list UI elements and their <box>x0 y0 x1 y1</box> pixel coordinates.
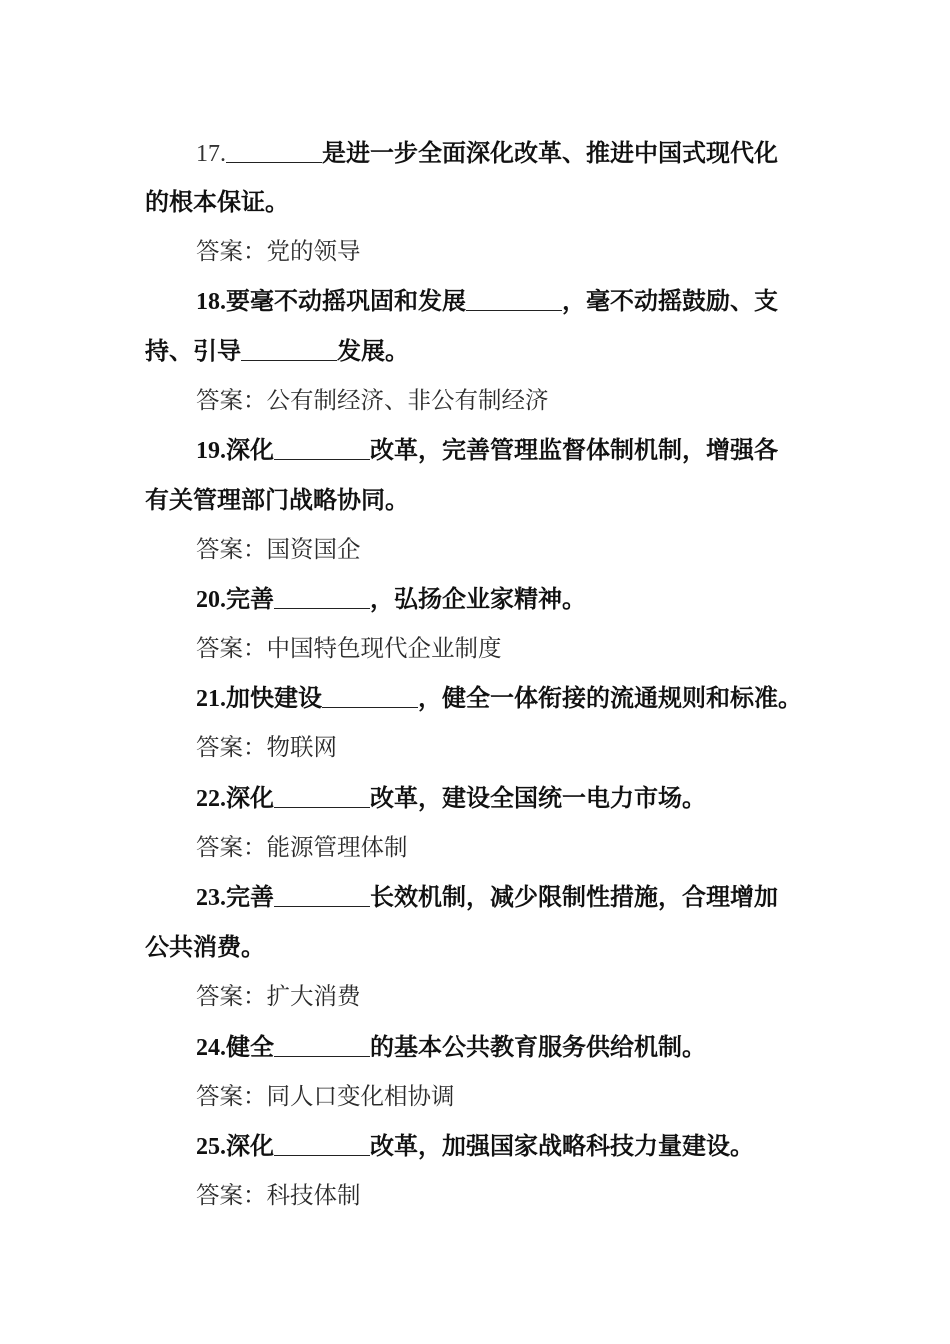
answer-19: 答案：国资国企 <box>196 535 361 563</box>
question-text: 完善 <box>226 585 274 613</box>
question-25 <box>196 1130 754 1162</box>
answer-17: 答案：党的领导 <box>196 237 361 265</box>
fill-blank <box>274 783 370 808</box>
fill-blank <box>322 683 418 708</box>
question-text: 深化 <box>226 436 274 464</box>
fill-blank <box>241 336 337 361</box>
question-number: 19. <box>196 438 226 464</box>
question-18-line-1 <box>196 285 778 317</box>
question-text: ，毫不动摇鼓励、支 <box>562 287 778 315</box>
question-text-continued: 有关管理部门战略协同。 <box>145 486 409 514</box>
answer-22: 答案：能源管理体制 <box>196 833 408 861</box>
question-text-continued: 的根本保证。 <box>145 188 289 216</box>
question-number: 25. <box>196 1134 226 1160</box>
question-number: 18. <box>196 289 226 315</box>
fill-blank <box>274 1032 370 1057</box>
question-text-continued: 公共消费。 <box>145 933 265 961</box>
fill-blank <box>274 882 370 907</box>
answer-18: 答案：公有制经济、非公有制经济 <box>196 386 549 414</box>
question-text-continued: 持、引导 <box>145 337 241 365</box>
question-text: 要毫不动摇巩固和发展 <box>226 287 466 315</box>
question-19-line-2 <box>145 484 409 516</box>
question-text: 改革，加强国家战略科技力量建设。 <box>370 1132 754 1160</box>
question-21 <box>196 682 802 714</box>
question-17-line-2 <box>145 186 289 218</box>
question-24 <box>196 1031 706 1063</box>
question-text: 完善 <box>226 883 274 911</box>
fill-blank <box>466 286 562 311</box>
question-22 <box>196 782 706 814</box>
fill-blank <box>274 1131 370 1156</box>
fill-blank <box>226 138 322 163</box>
fill-blank <box>274 584 370 609</box>
question-text: ，弘扬企业家精神。 <box>370 585 586 613</box>
answer-24: 答案：同人口变化相协调 <box>196 1082 455 1110</box>
answer-20: 答案：中国特色现代企业制度 <box>196 634 502 662</box>
question-text: 改革，建设全国统一电力市场。 <box>370 784 706 812</box>
question-text: 的基本公共教育服务供给机制。 <box>370 1033 706 1061</box>
fill-blank <box>274 435 370 460</box>
question-number: 21. <box>196 686 226 712</box>
question-19-line-1 <box>196 434 778 466</box>
question-number: 20. <box>196 587 226 613</box>
question-text: 深化 <box>226 784 274 812</box>
answer-21: 答案：物联网 <box>196 733 337 761</box>
question-text: 健全 <box>226 1033 274 1061</box>
question-number: 17. <box>196 141 226 167</box>
question-text: 改革，完善管理监督体制机制，增强各 <box>370 436 778 464</box>
question-23-line-2 <box>145 931 265 963</box>
question-text: 长效机制，减少限制性措施，合理增加 <box>370 883 778 911</box>
question-18-line-2 <box>145 335 409 367</box>
answer-25: 答案：科技体制 <box>196 1181 361 1209</box>
question-number: 23. <box>196 885 226 911</box>
question-23-line-1 <box>196 881 778 913</box>
question-number: 22. <box>196 786 226 812</box>
question-text: 是进一步全面深化改革、推进中国式现代化 <box>322 139 778 167</box>
question-text-continued: 发展。 <box>337 337 409 365</box>
answer-23: 答案：扩大消费 <box>196 982 361 1010</box>
question-text: 深化 <box>226 1132 274 1160</box>
question-text: 加快建设 <box>226 684 322 712</box>
question-text: ，健全一体衔接的流通规则和标准。 <box>418 684 802 712</box>
question-20 <box>196 583 586 615</box>
question-17-line-1 <box>196 137 778 169</box>
question-number: 24. <box>196 1035 226 1061</box>
